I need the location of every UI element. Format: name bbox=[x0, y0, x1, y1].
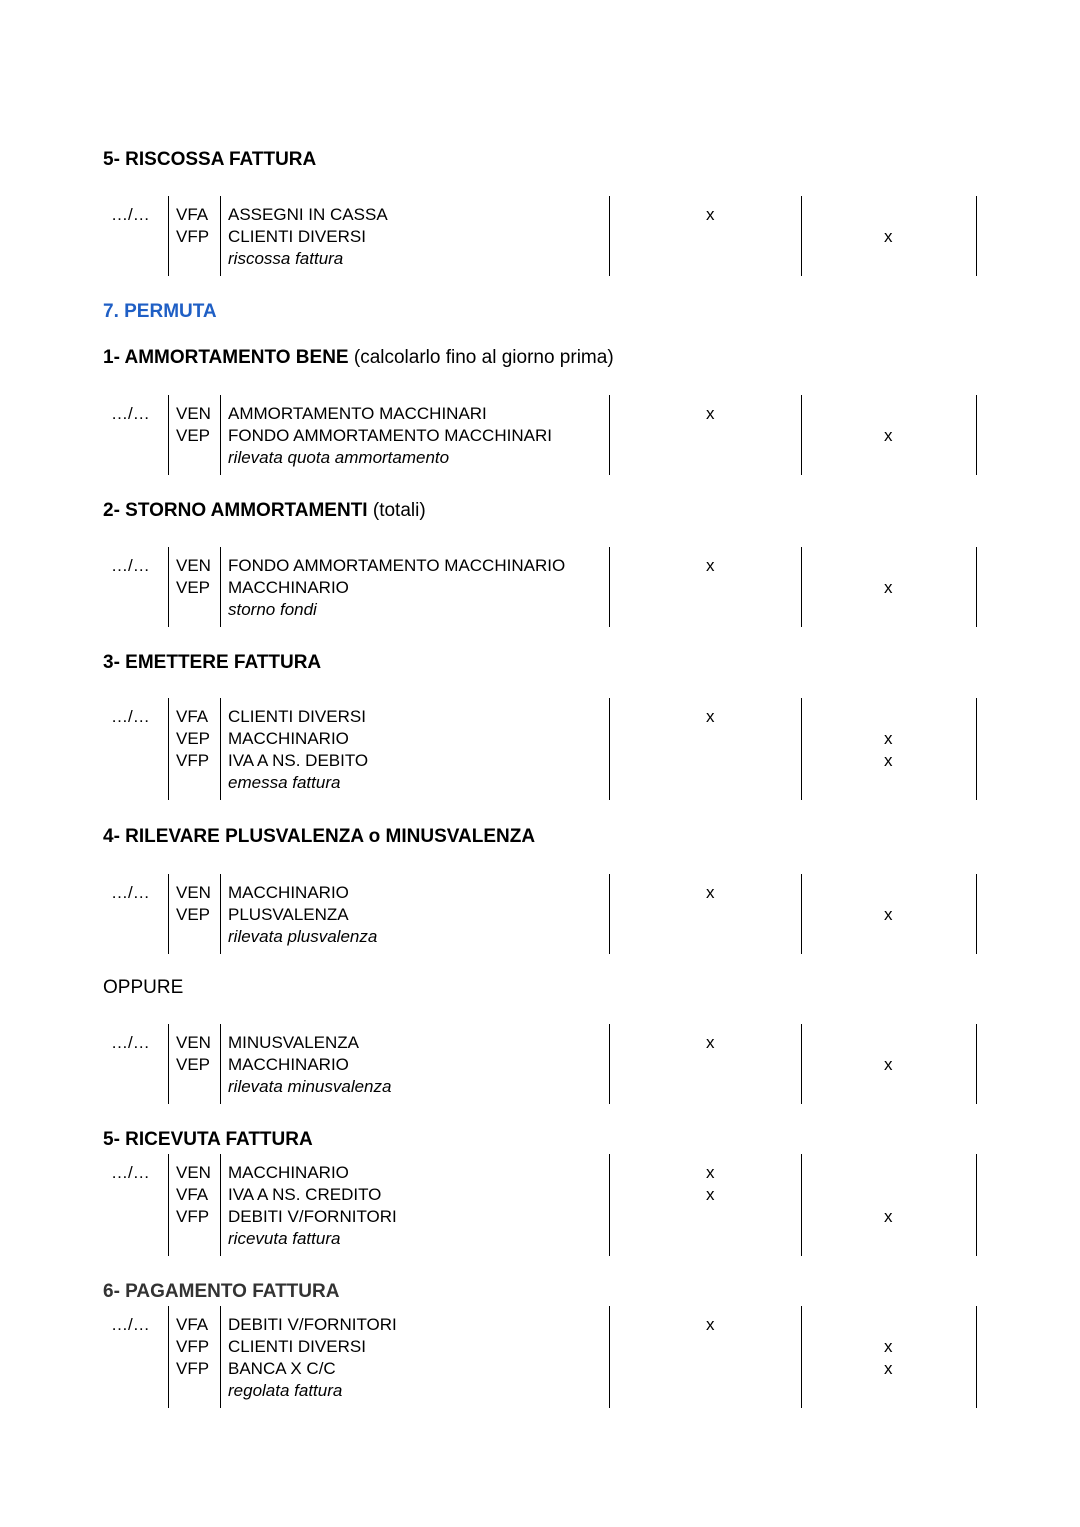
column-divider bbox=[976, 395, 977, 475]
entry-date: …/… bbox=[111, 1163, 150, 1182]
variation-code: VEP bbox=[176, 905, 211, 924]
avere-column bbox=[884, 1032, 893, 1076]
entry-date: …/… bbox=[111, 1315, 150, 1334]
account-name: DEBITI V/FORNITORI bbox=[228, 1207, 397, 1226]
dare-column bbox=[706, 1162, 715, 1228]
column-divider bbox=[168, 1306, 169, 1408]
dare-mark: x bbox=[706, 1185, 715, 1204]
variation-codes bbox=[176, 882, 211, 926]
avere-column bbox=[884, 706, 893, 772]
avere-mark bbox=[884, 555, 893, 577]
column-divider bbox=[220, 395, 221, 475]
column-divider bbox=[609, 698, 610, 800]
entry-description: regolata fattura bbox=[228, 1381, 343, 1400]
column-divider bbox=[220, 1154, 221, 1256]
account-name: CLIENTI DIVERSI bbox=[228, 707, 366, 726]
heading-emettere-fattura: 3- EMETTERE FATTURA bbox=[103, 652, 322, 673]
variation-codes bbox=[176, 1162, 211, 1228]
column-divider bbox=[168, 395, 169, 475]
entry-description: ricevuta fattura bbox=[228, 1229, 341, 1248]
avere-mark bbox=[884, 882, 893, 904]
entry-date: …/… bbox=[111, 1033, 150, 1052]
account-name: MACCHINARIO bbox=[228, 883, 349, 902]
column-divider bbox=[609, 1306, 610, 1408]
avere-mark bbox=[884, 1162, 893, 1184]
variation-code: VEN bbox=[176, 404, 211, 423]
entry-description: storno fondi bbox=[228, 600, 317, 619]
account-name: IVA A NS. CREDITO bbox=[228, 1185, 382, 1204]
column-divider bbox=[168, 196, 169, 276]
column-divider bbox=[609, 196, 610, 276]
dare-column bbox=[706, 1314, 715, 1380]
dare-column bbox=[706, 882, 715, 926]
account-name: IVA A NS. DEBITO bbox=[228, 751, 369, 770]
avere-mark: x bbox=[884, 426, 893, 445]
entry-description: emessa fattura bbox=[228, 773, 341, 792]
avere-column bbox=[884, 204, 893, 248]
variation-code: VEP bbox=[176, 426, 211, 445]
avere-column bbox=[884, 1162, 893, 1228]
dare-column bbox=[706, 204, 715, 248]
heading-plus-minusvalenza: 4- RILEVARE PLUSVALENZA o MINUSVALENZA bbox=[103, 826, 536, 847]
account-names bbox=[228, 706, 368, 794]
variation-codes bbox=[176, 204, 209, 248]
dare-mark bbox=[706, 226, 715, 248]
variation-code: VFA bbox=[176, 1185, 209, 1204]
dare-mark bbox=[706, 577, 715, 599]
column-divider bbox=[220, 196, 221, 276]
heading-riscossa-fattura: 5- RISCOSSA FATTURA bbox=[103, 149, 317, 170]
dare-mark: x bbox=[706, 556, 715, 575]
avere-column bbox=[884, 1314, 893, 1380]
account-name: MACCHINARIO bbox=[228, 578, 349, 597]
avere-mark bbox=[884, 403, 893, 425]
column-divider bbox=[220, 1306, 221, 1408]
column-divider bbox=[220, 698, 221, 800]
account-name: FONDO AMMORTAMENTO MACCHINARIO bbox=[228, 556, 566, 575]
entry-description: rilevata minusvalenza bbox=[228, 1077, 392, 1096]
variation-code: VEP bbox=[176, 1055, 211, 1074]
variation-code: VEN bbox=[176, 883, 211, 902]
dare-mark: x bbox=[706, 205, 715, 224]
variation-code: VFP bbox=[176, 751, 210, 770]
account-names bbox=[228, 204, 388, 270]
column-divider bbox=[609, 874, 610, 954]
column-divider bbox=[976, 1024, 977, 1104]
avere-mark: x bbox=[884, 1207, 893, 1226]
entry-description: rilevata plusvalenza bbox=[228, 927, 378, 946]
variation-code: VFA bbox=[176, 1315, 209, 1334]
account-names bbox=[228, 1162, 397, 1250]
dare-mark bbox=[706, 750, 715, 772]
column-divider bbox=[220, 1024, 221, 1104]
heading-ammortamento-bene: 1- AMMORTAMENTO BENE (calcolarlo fino al giorno prima) bbox=[103, 347, 614, 368]
avere-mark: x bbox=[884, 729, 893, 748]
entry-description: riscossa fattura bbox=[228, 249, 344, 268]
account-names bbox=[228, 1314, 397, 1402]
column-divider bbox=[168, 1024, 169, 1104]
entry-date: …/… bbox=[111, 556, 150, 575]
column-divider bbox=[168, 874, 169, 954]
dare-mark bbox=[706, 425, 715, 447]
dare-column bbox=[706, 1032, 715, 1076]
account-name: AMMORTAMENTO MACCHINARI bbox=[228, 404, 487, 423]
dare-mark bbox=[706, 1336, 715, 1358]
column-divider bbox=[976, 874, 977, 954]
avere-mark: x bbox=[884, 1359, 893, 1378]
avere-mark: x bbox=[884, 905, 893, 924]
heading-storno-ammortamenti: 2- STORNO AMMORTAMENTI (totali) bbox=[103, 500, 426, 521]
dare-column bbox=[706, 555, 715, 599]
variation-code: VEP bbox=[176, 729, 211, 748]
dare-column bbox=[706, 706, 715, 772]
account-name: CLIENTI DIVERSI bbox=[228, 1337, 366, 1356]
avere-mark bbox=[884, 1032, 893, 1054]
column-divider bbox=[801, 874, 802, 954]
avere-column bbox=[884, 555, 893, 599]
column-divider bbox=[976, 698, 977, 800]
column-divider bbox=[168, 547, 169, 627]
account-name: ASSEGNI IN CASSA bbox=[228, 205, 388, 224]
avere-column bbox=[884, 882, 893, 926]
column-divider bbox=[976, 196, 977, 276]
column-divider bbox=[801, 698, 802, 800]
avere-mark bbox=[884, 706, 893, 728]
entry-date: …/… bbox=[111, 883, 150, 902]
account-name: BANCA X C/C bbox=[228, 1359, 336, 1378]
variation-codes bbox=[176, 1032, 211, 1076]
account-names bbox=[228, 882, 377, 948]
column-divider bbox=[609, 1024, 610, 1104]
account-name: DEBITI V/FORNITORI bbox=[228, 1315, 397, 1334]
column-divider bbox=[801, 395, 802, 475]
dare-mark bbox=[706, 904, 715, 926]
entry-date: …/… bbox=[111, 404, 150, 423]
dare-mark bbox=[706, 728, 715, 750]
account-names bbox=[228, 555, 565, 621]
account-names bbox=[228, 1032, 391, 1098]
variation-code: VFP bbox=[176, 227, 210, 246]
variation-code: VEP bbox=[176, 578, 211, 597]
column-divider bbox=[976, 547, 977, 627]
variation-codes bbox=[176, 1314, 209, 1380]
variation-codes bbox=[176, 555, 211, 599]
account-name: FONDO AMMORTAMENTO MACCHINARI bbox=[228, 426, 552, 445]
column-divider bbox=[220, 547, 221, 627]
oppure-label: OPPURE bbox=[103, 977, 184, 998]
column-divider bbox=[801, 196, 802, 276]
dare-mark bbox=[706, 1054, 715, 1076]
dare-column bbox=[706, 403, 715, 447]
variation-code: VFP bbox=[176, 1359, 210, 1378]
avere-mark: x bbox=[884, 578, 893, 597]
dare-mark: x bbox=[706, 883, 715, 902]
dare-mark: x bbox=[706, 1163, 715, 1182]
avere-mark bbox=[884, 1184, 893, 1206]
entry-date: …/… bbox=[111, 707, 150, 726]
variation-code: VEN bbox=[176, 1033, 211, 1052]
avere-column bbox=[884, 403, 893, 447]
column-divider bbox=[168, 698, 169, 800]
column-divider bbox=[801, 1306, 802, 1408]
heading-ricevuta-fattura: 5- RICEVUTA FATTURA bbox=[103, 1129, 313, 1150]
column-divider bbox=[976, 1154, 977, 1256]
variation-code: VFP bbox=[176, 1337, 210, 1356]
column-divider bbox=[801, 1024, 802, 1104]
variation-code: VFP bbox=[176, 1207, 210, 1226]
entry-description: rilevata quota ammortamento bbox=[228, 448, 450, 467]
dare-mark: x bbox=[706, 1315, 715, 1334]
account-name: CLIENTI DIVERSI bbox=[228, 227, 366, 246]
column-divider bbox=[609, 395, 610, 475]
column-divider bbox=[801, 1154, 802, 1256]
account-name: MACCHINARIO bbox=[228, 1163, 349, 1182]
account-name: MINUSVALENZA bbox=[228, 1033, 359, 1052]
variation-codes bbox=[176, 706, 210, 772]
avere-mark: x bbox=[884, 1055, 893, 1074]
variation-code: VFA bbox=[176, 205, 209, 224]
entry-date: …/… bbox=[111, 205, 150, 224]
column-divider bbox=[220, 874, 221, 954]
avere-mark: x bbox=[884, 227, 893, 246]
account-name: PLUSVALENZA bbox=[228, 905, 349, 924]
column-divider bbox=[976, 1306, 977, 1408]
variation-codes bbox=[176, 403, 211, 447]
dare-mark: x bbox=[706, 1033, 715, 1052]
dare-mark: x bbox=[706, 404, 715, 423]
avere-mark: x bbox=[884, 1337, 893, 1356]
section-title-permuta: 7. PERMUTA bbox=[103, 301, 217, 322]
avere-mark: x bbox=[884, 751, 893, 770]
account-name: MACCHINARIO bbox=[228, 1055, 349, 1074]
dare-mark: x bbox=[706, 707, 715, 726]
column-divider bbox=[609, 1154, 610, 1256]
variation-code: VEN bbox=[176, 556, 211, 575]
account-names bbox=[228, 403, 552, 469]
column-divider bbox=[801, 547, 802, 627]
account-name: MACCHINARIO bbox=[228, 729, 349, 748]
column-divider bbox=[609, 547, 610, 627]
heading-pagamento-fattura: 6- PAGAMENTO FATTURA bbox=[103, 1281, 340, 1302]
variation-code: VFA bbox=[176, 707, 209, 726]
avere-mark bbox=[884, 204, 893, 226]
avere-mark bbox=[884, 1314, 893, 1336]
dare-mark bbox=[706, 1358, 715, 1380]
dare-mark bbox=[706, 1206, 715, 1228]
column-divider bbox=[168, 1154, 169, 1256]
variation-code: VEN bbox=[176, 1163, 211, 1182]
